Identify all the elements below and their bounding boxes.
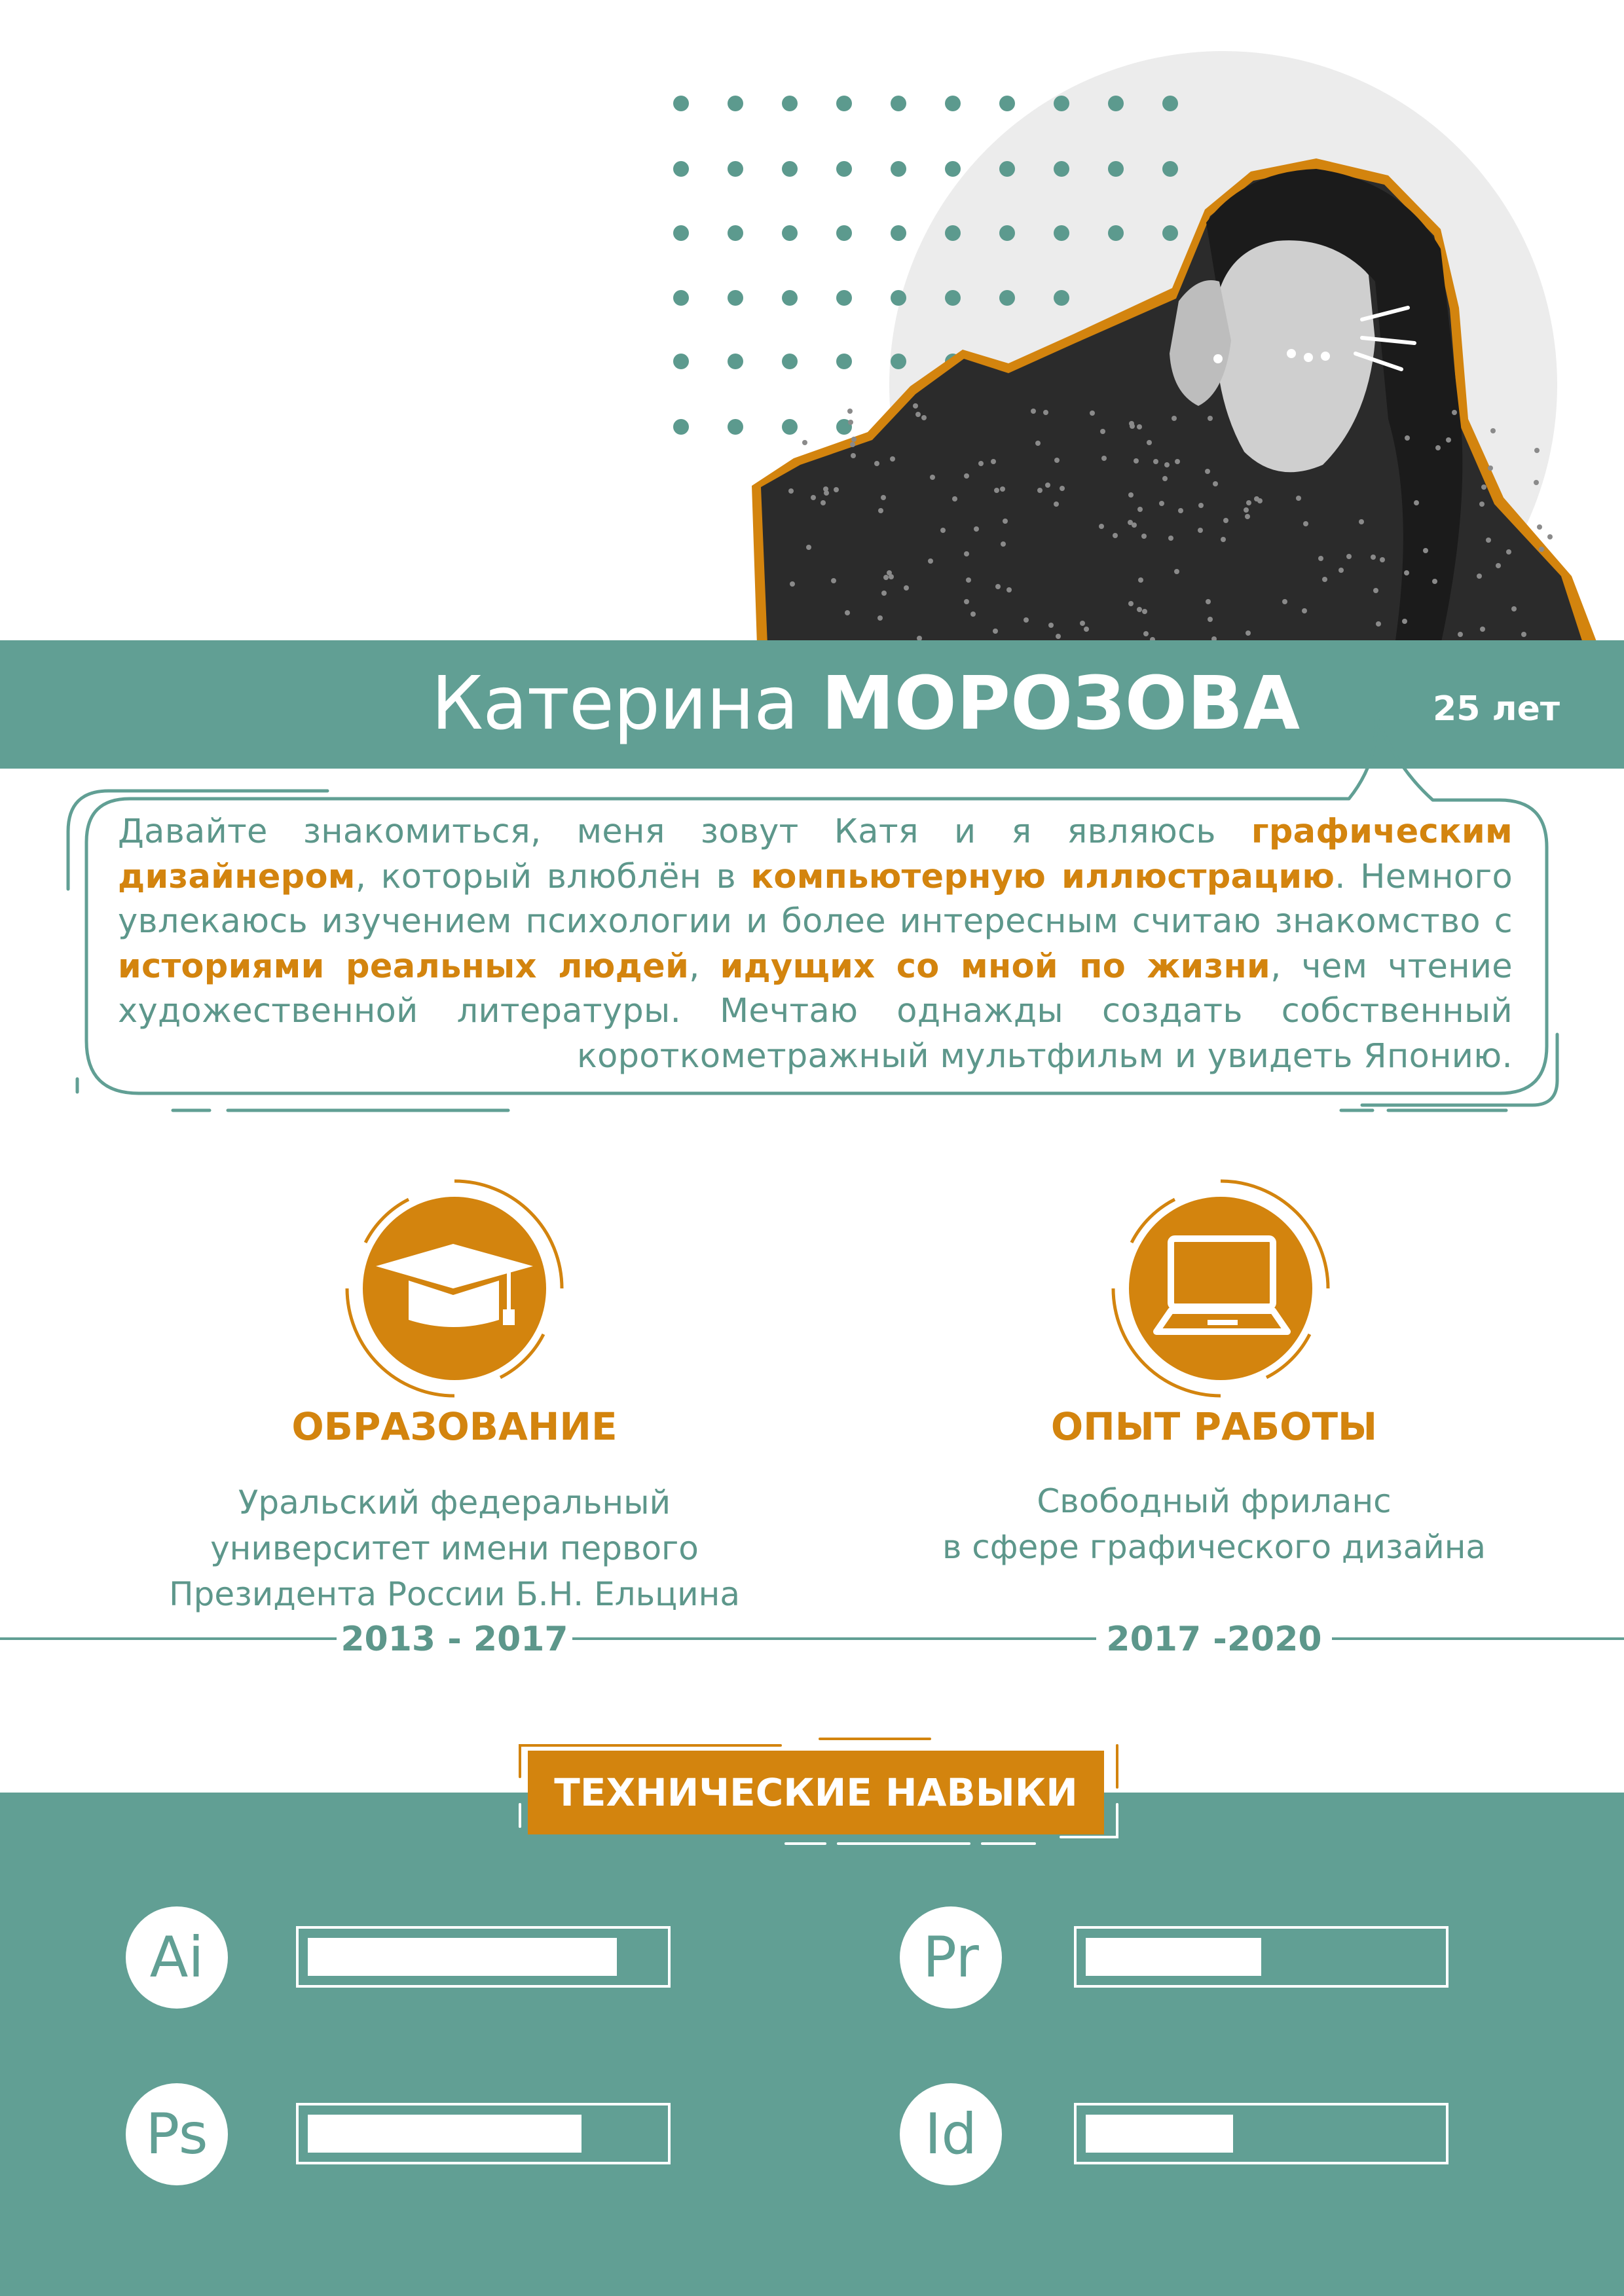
decor-dot — [1108, 96, 1124, 111]
dress-speckle — [1054, 458, 1060, 463]
dress-speckle — [1137, 607, 1142, 612]
skills-band — [0, 1793, 1624, 2296]
bio-part: , который влюблён в — [355, 857, 751, 896]
dress-speckle — [1024, 617, 1029, 623]
dress-speckle — [1138, 577, 1143, 583]
dress-speckle — [915, 412, 921, 417]
dress-speckle — [1128, 601, 1134, 606]
dress-speckle — [1060, 486, 1065, 491]
dress-speckle — [964, 599, 969, 604]
dress-speckle — [1446, 437, 1451, 443]
dress-speckle — [1213, 481, 1218, 486]
decor-dot — [1162, 161, 1178, 177]
dress-speckle — [845, 610, 850, 615]
decor-dot — [945, 290, 961, 306]
education-line: Уральский федеральный — [238, 1484, 671, 1522]
skill-fill — [1086, 2115, 1233, 2153]
dress-speckle — [1506, 549, 1511, 555]
decor-dot — [673, 161, 689, 177]
dress-speckle — [1048, 623, 1054, 628]
education-line: университет имени первого — [210, 1529, 699, 1567]
decor-dot — [1108, 161, 1124, 177]
dress-speckle — [883, 575, 889, 580]
decor-dot — [728, 96, 743, 111]
dress-speckle — [1137, 424, 1142, 429]
dress-speckle — [1338, 568, 1344, 573]
dress-speckle — [831, 578, 836, 583]
bio-part: . Немного увлекаюсь изучением психологии и более интересным считаю знакомство с — [118, 857, 1513, 941]
decor-dot — [1054, 161, 1069, 177]
decor-dot — [1162, 96, 1178, 111]
decor-dot — [836, 161, 852, 177]
illustrator-badge: Ai — [126, 1906, 228, 2009]
dress-speckle — [964, 473, 969, 479]
timeline-rule — [0, 1637, 1624, 1640]
dress-speckle — [970, 611, 976, 617]
premiere-badge: Pr — [900, 1906, 1002, 2009]
bio-part: , — [689, 947, 720, 986]
decor-dot — [782, 225, 798, 241]
dress-speckle — [802, 440, 807, 445]
bio-highlight: компьютерную иллюстрацию — [750, 857, 1335, 896]
dress-speckle — [921, 415, 927, 420]
decor-dot — [728, 419, 743, 435]
dress-speckle — [1488, 465, 1493, 471]
decor-dot — [673, 354, 689, 369]
age-label: 25 лет — [1433, 689, 1560, 729]
dress-speckle — [1458, 632, 1463, 637]
dress-speckle — [881, 495, 886, 500]
dress-speckle — [1137, 507, 1143, 512]
dress-speckle — [881, 591, 887, 596]
dress-speckle — [821, 500, 826, 505]
dress-speckle — [928, 558, 933, 564]
bio-highlight: идущих со мной по жизни — [720, 947, 1271, 986]
experience-line: в сфере графического дизайна — [942, 1528, 1486, 1566]
dress-speckle — [1128, 492, 1134, 498]
decor-dot — [999, 161, 1015, 177]
decor-dot — [1054, 290, 1069, 306]
dress-speckle — [1143, 631, 1149, 636]
dress-speckle — [1147, 440, 1152, 445]
dress-speckle — [1490, 428, 1496, 433]
decor-dot — [891, 290, 906, 306]
dress-speckle — [887, 570, 892, 575]
skill-fill — [308, 2115, 581, 2153]
experience-years: 2017 -2020 — [1096, 1620, 1332, 1659]
dress-speckle — [1537, 524, 1542, 530]
decor-dot — [836, 290, 852, 306]
dress-speckle — [874, 461, 879, 466]
decor-dot — [1162, 225, 1178, 241]
premiere-bar — [1074, 1926, 1449, 1988]
dress-speckle — [1245, 514, 1250, 519]
dress-speckle — [850, 442, 855, 447]
dress-speckle — [877, 615, 883, 621]
first-name: Катерина — [431, 661, 798, 746]
dress-speckle — [930, 475, 935, 480]
dress-speckle — [811, 495, 816, 500]
decor-dot — [836, 225, 852, 241]
dress-speckle — [994, 488, 999, 493]
dress-speckle — [1402, 619, 1407, 624]
dress-speckle — [1164, 462, 1170, 467]
dress-speckle — [1080, 621, 1085, 626]
dress-speckle — [1534, 448, 1540, 453]
decor-dot — [728, 290, 743, 306]
dress-speckle — [1159, 501, 1164, 506]
dress-speckle — [913, 403, 918, 409]
dress-speckle — [1246, 630, 1251, 636]
skill-fill — [1086, 1938, 1261, 1976]
dress-speckle — [878, 508, 883, 513]
photoshop-bar — [296, 2103, 671, 2164]
decor-dot — [999, 225, 1015, 241]
education-line: Президента России Б.Н. Ельцина — [169, 1575, 740, 1613]
dress-speckle — [1037, 488, 1043, 493]
decor-dot — [673, 290, 689, 306]
dress-speckle — [1168, 536, 1173, 541]
decor-dot — [673, 96, 689, 111]
dress-speckle — [1043, 410, 1048, 415]
decor-dot — [673, 225, 689, 241]
photoshop-badge: Ps — [126, 2083, 228, 2185]
education-icon — [337, 1171, 572, 1406]
dress-speckle — [1534, 480, 1539, 485]
dress-speckle — [993, 629, 998, 634]
decor-dot — [728, 225, 743, 241]
dress-speckle — [1045, 483, 1050, 488]
header-decoration — [0, 0, 1624, 655]
dress-speckle — [1373, 588, 1378, 593]
dress-speckle — [1035, 441, 1041, 446]
decor-dot — [891, 161, 906, 177]
dress-speckle — [1371, 555, 1376, 560]
last-name: МОРОЗОВА — [821, 661, 1300, 746]
dress-speckle — [1539, 547, 1544, 552]
decor-dot — [945, 225, 961, 241]
dress-speckle — [1322, 577, 1327, 582]
dress-speckle — [847, 409, 853, 414]
skill-fill — [308, 1938, 617, 1976]
dress-speckle — [1302, 608, 1307, 613]
decor-dot — [836, 354, 852, 369]
decor-dot — [891, 225, 906, 241]
dress-speckle — [1432, 579, 1437, 584]
dress-speckle — [1153, 459, 1158, 464]
dress-speckle — [1099, 524, 1104, 529]
dress-speckle — [974, 526, 979, 532]
dress-speckle — [851, 453, 856, 458]
dress-speckle — [1001, 541, 1006, 547]
dress-speckle — [1414, 500, 1419, 505]
decor-dot — [891, 96, 906, 111]
indesign-bar — [1074, 2103, 1449, 2164]
dress-speckle — [848, 420, 853, 425]
dress-speckle — [890, 456, 895, 462]
decor-dot — [1108, 225, 1124, 241]
dress-speckle — [991, 459, 996, 464]
decor-dot — [782, 419, 798, 435]
dress-speckle — [1031, 409, 1036, 414]
dress-speckle — [1380, 557, 1385, 562]
dress-speckle — [1282, 599, 1287, 604]
dress-speckle — [851, 437, 857, 442]
experience-title: ОПЫТ РАБОТЫ — [1050, 1404, 1378, 1449]
dress-speckle — [1254, 496, 1259, 501]
dress-speckle — [1128, 520, 1133, 525]
dress-speckle — [1134, 458, 1139, 464]
dress-speckle — [1141, 534, 1147, 539]
decor-dot — [999, 96, 1015, 111]
decor-dot — [1054, 225, 1069, 241]
dress-speckle — [1198, 528, 1203, 533]
dress-speckle — [1405, 435, 1410, 441]
dress-speckle — [1452, 410, 1457, 415]
dress-speckle — [1100, 429, 1105, 434]
skills-title: ТЕХНИЧЕСКИЕ НАВЫКИ — [528, 1751, 1104, 1834]
decor-dot — [945, 96, 961, 111]
dress-speckle — [1006, 587, 1012, 592]
bio-text — [118, 810, 1513, 1079]
dress-speckle — [1174, 569, 1179, 574]
dress-speckle — [1318, 556, 1323, 561]
dress-speckle — [1223, 518, 1228, 523]
dress-speckle — [1172, 416, 1177, 421]
decor-dot — [1054, 96, 1069, 111]
decor-dot — [782, 290, 798, 306]
dress-speckle — [1521, 632, 1526, 637]
dress-speckle — [1296, 496, 1301, 501]
dress-speckle — [1130, 424, 1135, 429]
dress-speckle — [1481, 484, 1486, 490]
education-years: 2013 - 2017 — [337, 1620, 572, 1659]
dress-speckle — [1346, 554, 1352, 559]
dress-speckle — [1090, 410, 1095, 416]
dress-speckle — [1511, 606, 1517, 611]
dress-speckle — [1178, 508, 1183, 513]
dress-speckle — [952, 496, 957, 501]
dress-speckle — [1205, 469, 1210, 474]
decor-dot — [673, 419, 689, 435]
dress-speckle — [1000, 486, 1005, 492]
dress-speckle — [964, 551, 969, 556]
dress-speckle — [1496, 563, 1501, 568]
dress-speckle — [1477, 574, 1482, 579]
dress-speckle — [1198, 503, 1204, 508]
bio-part: , чем чтение художественной литературы. Мечтаю однажды создать собственный короткометражный мультфильм и увидеть Японию. — [118, 947, 1513, 1076]
dress-speckle — [1423, 548, 1428, 553]
dress-speckle — [788, 488, 794, 494]
illustrator-bar — [296, 1926, 671, 1988]
dress-speckle — [1101, 456, 1107, 461]
bio-part: Давайте знакомиться, меня зовут Катя и я являюсь — [118, 812, 1251, 851]
dress-speckle — [995, 584, 1001, 589]
decor-dot — [945, 161, 961, 177]
dress-speckle — [978, 461, 984, 466]
dress-speckle — [1480, 627, 1485, 632]
decor-dot — [728, 161, 743, 177]
decor-dot — [782, 96, 798, 111]
dress-speckle — [940, 528, 946, 533]
dress-speckle — [790, 581, 795, 587]
dress-speckle — [1359, 519, 1364, 524]
dress-speckle — [1206, 599, 1211, 604]
dress-speckle — [966, 577, 971, 583]
dress-speckle — [1175, 459, 1180, 464]
dress-speckle — [834, 487, 839, 492]
education-title: ОБРАЗОВАНИЕ — [291, 1404, 618, 1449]
dress-speckle — [1486, 538, 1491, 543]
dress-speckle — [1221, 537, 1226, 542]
decor-dot — [891, 354, 906, 369]
dress-speckle — [1142, 609, 1147, 614]
dress-speckle — [904, 585, 909, 591]
dress-speckle — [1084, 627, 1089, 632]
dress-speckle — [823, 486, 828, 492]
dress-speckle — [1208, 617, 1213, 622]
dress-speckle — [1162, 476, 1168, 481]
decor-dot — [999, 290, 1015, 306]
decor-dot — [782, 354, 798, 369]
dress-speckle — [1113, 533, 1118, 538]
dress-speckle — [1246, 500, 1251, 505]
dress-speckle — [1003, 519, 1008, 524]
dress-speckle — [1056, 634, 1061, 639]
indesign-badge: Id — [900, 2083, 1002, 2185]
dress-speckle — [1435, 445, 1441, 450]
experience-line: Свободный фриланс — [1037, 1482, 1392, 1520]
dress-speckle — [1547, 534, 1553, 539]
dress-speckle — [1054, 501, 1059, 507]
dress-speckle — [806, 545, 811, 550]
dress-speckle — [1208, 416, 1213, 421]
decor-dot — [782, 161, 798, 177]
dress-speckle — [1303, 521, 1308, 526]
bio-highlight: историями реальных людей — [118, 947, 690, 986]
experience-icon — [1103, 1171, 1338, 1406]
decor-dot — [836, 96, 852, 111]
dress-speckle — [1244, 507, 1249, 513]
dress-speckle — [1376, 621, 1381, 627]
dress-speckle — [1404, 570, 1409, 575]
bio-highlight: графическим дизайнером — [118, 812, 1513, 896]
dress-speckle — [1479, 501, 1485, 507]
decor-dot — [728, 354, 743, 369]
